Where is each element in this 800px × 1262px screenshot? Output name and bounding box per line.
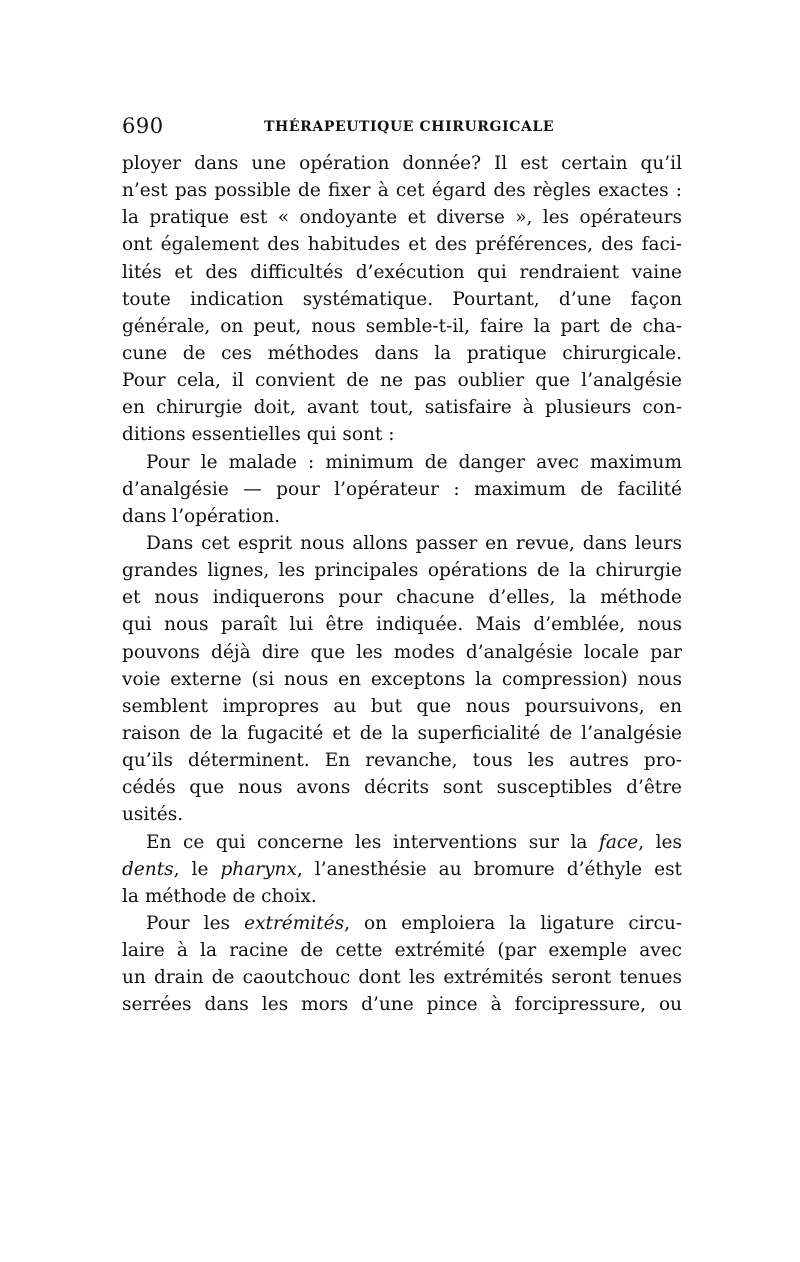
text-line: Pour le malade : minimum de danger avec maximum <box>146 451 682 473</box>
text-line: usités. <box>122 804 184 826</box>
text-run: , l’anesthésie au bromure d’éthyle est <box>296 858 682 880</box>
text-run: Pour les <box>146 912 245 934</box>
text-line: Pour cela, il convient de ne pas oublier que l’analgésie <box>122 370 682 392</box>
text-line: ployer dans une opération donnée? Il est certain qu’il <box>122 153 682 174</box>
text-line: voie externe (si nous en exceptons la compression) nous <box>122 668 682 690</box>
text-line <box>122 856 682 883</box>
text-line: laire à la racine de cette extrémité (par exemple avec <box>122 940 682 962</box>
italic-term: pharynx <box>220 858 297 880</box>
text-run: , on emploiera la ligature circu- <box>344 912 682 934</box>
running-head <box>122 114 682 144</box>
text-run: , le <box>173 858 221 880</box>
text-line: en chirurgie doit, avant tout, satisfaire à plusieurs con- <box>122 397 682 419</box>
paragraph <box>122 910 682 1019</box>
text-line: serrées dans les mors d’une pince à forcipressure, ou <box>122 994 682 1016</box>
text-line: d’analgésie — pour l’opérateur : maximum de facilité <box>122 478 682 500</box>
text-run: , les <box>638 831 682 853</box>
text-line: qu’ils déterminent. En revanche, tous les autres pro- <box>122 750 682 772</box>
running-title: THÉRAPEUTIQUE CHIRURGICALE <box>264 119 555 135</box>
paragraph <box>122 150 682 449</box>
text-line: la pratique est « ondoyante et diverse », les opérateurs <box>122 207 682 229</box>
text-line: n’est pas possible de fixer à cet égard des règles exactes : <box>122 180 682 202</box>
text-line: dans l’opération. <box>122 505 281 527</box>
italic-term: extrémités <box>244 912 345 934</box>
text-line: lités et des difficultés d’exécution qui rendraient vaine <box>122 261 682 283</box>
text-line <box>122 910 682 937</box>
text-line: ont également des habitudes et des préférences, des faci- <box>122 234 682 256</box>
paragraph <box>122 530 682 829</box>
italic-term: dents <box>122 858 174 880</box>
text-line <box>122 829 682 856</box>
text-line: générale, on peut, nous semble-t-il, faire la part de cha- <box>122 315 682 337</box>
text-line: toute indication systématique. Pourtant, d’une façon <box>122 288 682 310</box>
page-number: 690 <box>122 114 164 138</box>
text-line: pouvons déjà dire que les modes d’analgésie locale par <box>122 641 682 663</box>
text-line: ditions essentielles qui sont : <box>122 424 395 446</box>
text-line: cédés que nous avons décrits sont susceptibles d’être <box>122 777 682 799</box>
text-line: qui nous paraît lui être indiquée. Mais d’emblée, nous <box>122 614 682 636</box>
text-run: En ce qui concerne les interventions sur la <box>146 831 600 853</box>
text-line: cune de ces méthodes dans la pratique chirurgicale. <box>122 342 682 364</box>
paragraph <box>122 449 682 530</box>
text-line: Dans cet esprit nous allons passer en revue, dans leurs <box>146 532 682 554</box>
paragraph <box>122 829 682 910</box>
italic-term: face <box>599 831 639 853</box>
text-line: raison de la fugacité et de la superficialité de l’analgésie <box>122 722 682 744</box>
body-text <box>122 150 682 1019</box>
text-line: et nous indiquerons pour chacune d’elles, la méthode <box>122 587 682 609</box>
text-line: semblent impropres au but que nous poursuivons, en <box>122 695 682 717</box>
text-line: grandes lignes, les principales opérations de la chirurgie <box>122 560 682 582</box>
text-line: un drain de caoutchouc dont les extrémités seront tenues <box>122 967 682 989</box>
text-line: la méthode de choix. <box>122 885 317 907</box>
